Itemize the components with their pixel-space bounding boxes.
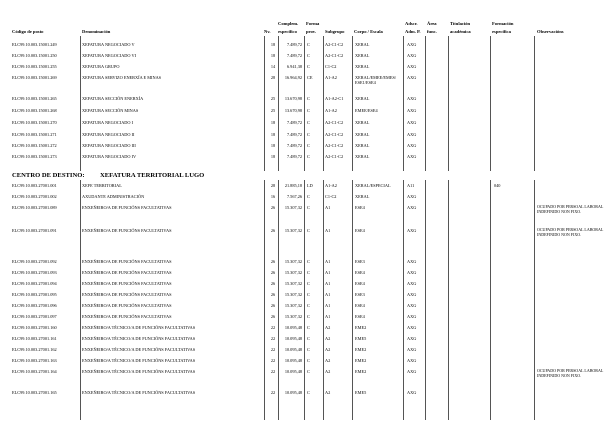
header-area-1: Área	[427, 21, 437, 26]
position-observations: OCUPADO POR PERSOAL LABORAL INDEFINIDO NON FIXO.	[537, 368, 604, 378]
position-code: ELC99.10.003.15001.249	[12, 42, 57, 47]
position-level: 25	[270, 108, 276, 113]
position-adscription: AXG	[407, 96, 417, 101]
header-titulacion-2: académica	[450, 29, 471, 34]
position-subgroup: A2	[325, 347, 331, 352]
position-code: ELC99.10.003.27001.160	[12, 325, 57, 330]
header-forma-1: Forma	[306, 21, 320, 26]
position-complement: 15.307,32	[284, 303, 302, 308]
position-subgroup: A1-A2	[325, 75, 337, 80]
position-denomination: XEFATURA NEGOCIADO I	[82, 120, 134, 125]
position-subgroup: A1	[325, 228, 331, 233]
position-denomination: ENXEÑEIRO/A DE FUNCIÓNS FACULTATIVAS	[82, 303, 172, 308]
position-subgroup: A2-C1-C2	[325, 154, 344, 159]
header-complemento-1: Complem.	[278, 21, 299, 26]
position-corps: ESE3	[355, 292, 365, 297]
header-formacion-2: específica	[492, 29, 511, 34]
position-complement: 10.095,48	[284, 369, 302, 374]
table-row	[0, 358, 615, 367]
position-level: 18	[270, 42, 276, 47]
position-corps: XERAL	[355, 96, 370, 101]
position-provision: C	[307, 281, 310, 286]
header-observacions: Observacións	[537, 29, 564, 34]
position-adscription: AXG	[407, 143, 417, 148]
position-code: ELC99.10.003.15001.272	[12, 143, 57, 148]
position-corps: EMEE/ESE4	[355, 108, 378, 113]
table-row	[0, 369, 615, 378]
position-provision: C	[307, 143, 310, 148]
position-code: ELC99.10.003.15001.255	[12, 64, 57, 69]
position-adscription: AXG	[407, 358, 417, 363]
position-subgroup: A1	[325, 314, 331, 319]
position-subgroup: A2-C1-C2	[325, 132, 344, 137]
position-complement: 10.095,48	[284, 325, 302, 330]
position-provision: C	[307, 108, 310, 113]
position-code: ELC99.10.003.27001.091	[12, 228, 57, 233]
position-observations: OCUPADO POR PERSOAL LABORAL INDEFINIDO NON FIXO.	[537, 204, 604, 214]
header-titulacion-1: Titulación	[450, 21, 471, 26]
position-subgroup: A1-A2-C1	[325, 96, 344, 101]
position-adscription: AXG	[407, 64, 417, 69]
position-complement: 15.307,32	[284, 259, 302, 264]
position-provision: C	[307, 42, 310, 47]
position-level: 22	[270, 325, 276, 330]
position-denomination: ENXEÑEIRO/A DE FUNCIÓNS FACULTATIVAS	[82, 314, 172, 319]
position-level: 25	[270, 96, 276, 101]
position-provision: C	[307, 228, 310, 233]
position-adscription: AXG	[407, 347, 417, 352]
header-area-2: func.	[427, 29, 437, 34]
table-row	[0, 64, 615, 73]
position-level: 18	[270, 53, 276, 58]
position-subgroup: A2-C1-C2	[325, 53, 344, 58]
position-adscription: AXG	[407, 228, 417, 233]
position-training: 040	[494, 183, 501, 188]
position-subgroup: A2	[325, 325, 331, 330]
position-adscription: AXG	[407, 120, 417, 125]
position-corps: ESE4	[355, 228, 365, 233]
position-subgroup: A1	[325, 259, 331, 264]
position-level: 22	[270, 347, 276, 352]
header-nivel: Nv.	[264, 29, 271, 34]
position-subgroup: A2-C1-C2	[325, 120, 344, 125]
position-subgroup: A1	[325, 303, 331, 308]
position-denomination: XEFATURA NEGOCIADO V	[82, 42, 135, 47]
position-level: 26	[270, 259, 276, 264]
position-level: 28	[270, 75, 276, 80]
position-code: ELC99.10.003.27001.164	[12, 369, 57, 374]
table-row	[0, 281, 615, 290]
position-denomination: XEFE TERRITORIAL	[82, 183, 122, 188]
position-level: 22	[270, 369, 276, 374]
position-complement: 7.489,72	[286, 53, 302, 58]
position-subgroup: A2-C1-C2	[325, 143, 344, 148]
table-row	[0, 108, 615, 117]
table-row	[0, 347, 615, 356]
position-complement: 15.307,32	[284, 292, 302, 297]
table-row	[0, 228, 615, 237]
position-subgroup: A1	[325, 270, 331, 275]
position-adscription: AXG	[407, 303, 417, 308]
position-corps: XERAL/ESPECIAL	[355, 183, 391, 188]
position-corps: ESE3	[355, 259, 365, 264]
position-level: 18	[270, 120, 276, 125]
section-name: XEFATURA TERRITORIAL LUGO	[100, 172, 205, 179]
position-provision: C	[307, 270, 310, 275]
position-provision: C	[307, 154, 310, 159]
position-adscription: AXG	[407, 336, 417, 341]
position-denomination: ENXEÑEIRO/A TÉCNICO/A DE FUNCIÓNS FACULTATIVAS	[82, 336, 196, 341]
position-denomination: ENXEÑEIRO/A DE FUNCIÓNS FACULTATIVAS	[82, 281, 172, 286]
position-level: 26	[270, 228, 276, 233]
position-level: 26	[270, 303, 276, 308]
position-complement: 10.095,48	[284, 336, 302, 341]
position-adscription: AXG	[407, 259, 417, 264]
position-code: ELC99.10.003.15001.271	[12, 132, 57, 137]
position-code: ELC99.10.003.27001.163	[12, 358, 57, 363]
table-row	[0, 325, 615, 334]
position-denomination: ENXEÑEIRO/A DE FUNCIÓNS FACULTATIVAS	[82, 228, 172, 233]
position-provision: C	[307, 336, 310, 341]
position-adscription: AXG	[407, 75, 417, 80]
position-subgroup: A1-A2	[325, 108, 337, 113]
position-level: 26	[270, 270, 276, 275]
table-row	[0, 194, 615, 203]
header-formacion-1: Formación	[492, 21, 514, 26]
position-corps: ESE4	[355, 314, 365, 319]
table-row	[0, 143, 615, 152]
position-observations: OCUPADO POR PERSOAL LABORAL INDEFINIDO NON FIXO.	[537, 227, 604, 237]
position-code: ELC99.10.003.15001.265	[12, 96, 57, 101]
position-level: 22	[270, 390, 276, 395]
position-complement: 15.307,32	[284, 314, 302, 319]
position-complement: 10.095,48	[284, 390, 302, 395]
position-provision: C	[307, 314, 310, 319]
position-denomination: XEFATURA SERVIZO ENERXÍA E MINAS	[82, 75, 162, 80]
position-level: 14	[270, 64, 276, 69]
header-complemento-2: específico	[278, 29, 297, 34]
position-complement: 15.307,32	[284, 281, 302, 286]
position-complement: 10.095,48	[284, 347, 302, 352]
position-complement: 13.670,98	[284, 108, 302, 113]
position-denomination: XEFATURA NEGOCIADO II	[82, 132, 135, 137]
table-row	[0, 183, 615, 192]
table-row	[0, 314, 615, 323]
position-provision: C	[307, 259, 310, 264]
position-corps: XERAL	[355, 132, 370, 137]
position-code: ELC99.10.003.15001.269	[12, 75, 57, 80]
position-corps: ESE4	[355, 281, 365, 286]
position-adscription: AXG	[407, 154, 417, 159]
position-complement: 15.307,32	[284, 205, 302, 210]
table-row	[0, 292, 615, 301]
header-codigo: Código de posto	[12, 29, 44, 34]
position-complement: 7.489,72	[286, 42, 302, 47]
table-row	[0, 154, 615, 163]
position-provision: C	[307, 96, 310, 101]
position-subgroup: A1-A2	[325, 183, 337, 188]
table-row	[0, 120, 615, 129]
position-adscription: AXG	[407, 132, 417, 137]
position-code: ELC99.10.003.15001.273	[12, 154, 57, 159]
table-row	[0, 205, 615, 214]
position-corps: XERAL	[355, 64, 370, 69]
header-subgrupo: Subgrupo	[325, 29, 345, 34]
position-adscription: AXG	[407, 205, 417, 210]
position-denomination: XEFATURA SECCIÓN ENERXÍA	[82, 96, 144, 101]
position-subgroup: C1-C2	[325, 194, 337, 199]
position-code: ELC99.10.003.27001.094	[12, 281, 57, 286]
position-adscription: AXG	[407, 314, 417, 319]
position-provision: LD	[307, 183, 313, 188]
position-subgroup: A2-C1-C2	[325, 42, 344, 47]
position-adscription: AXG	[407, 108, 417, 113]
position-denomination: ENXEÑEIRO/A DE FUNCIÓNS FACULTATIVAS	[82, 270, 172, 275]
position-level: 26	[270, 292, 276, 297]
position-adscription: AXG	[407, 194, 417, 199]
position-complement: 16.964,92	[284, 75, 302, 80]
position-corps: EME5	[355, 390, 367, 395]
position-complement: 7.567,26	[286, 194, 302, 199]
position-provision: C	[307, 303, 310, 308]
position-corps: XERAL	[355, 194, 370, 199]
position-complement: 13.670,98	[284, 96, 302, 101]
position-level: 18	[270, 132, 276, 137]
table-row	[0, 303, 615, 312]
header-forma-2: prov.	[306, 29, 316, 34]
position-corps: ESE4	[355, 270, 365, 275]
position-corps: EME2	[355, 369, 367, 374]
position-level: 18	[270, 143, 276, 148]
position-adscription: AXG	[407, 281, 417, 286]
position-subgroup: A2	[325, 358, 331, 363]
position-provision: C	[307, 205, 310, 210]
position-denomination: ENXEÑEIRO/A DE FUNCIÓNS FACULTATIVAS	[82, 205, 172, 210]
table-row	[0, 132, 615, 141]
position-adscription: AXG	[407, 53, 417, 58]
position-adscription: AXG	[407, 369, 417, 374]
table-row	[0, 336, 615, 345]
position-complement: 10.095,48	[284, 358, 302, 363]
position-provision: C	[307, 132, 310, 137]
position-provision: CE	[307, 75, 313, 80]
position-provision: C	[307, 369, 310, 374]
position-code: ELC99.10.003.27001.002	[12, 194, 57, 199]
position-level: 26	[270, 281, 276, 286]
position-complement: 15.307,32	[284, 270, 302, 275]
position-adscription: AXG	[407, 325, 417, 330]
position-code: ELC99.10.003.15001.268	[12, 108, 57, 113]
position-complement: 7.489,72	[286, 154, 302, 159]
header-adscricion-2: Adm. P.	[405, 29, 421, 34]
position-code: ELC99.10.003.27001.097	[12, 314, 57, 319]
position-code: ELC99.10.003.27001.165	[12, 390, 57, 395]
position-code: ELC99.10.003.27001.096	[12, 303, 57, 308]
position-provision: C	[307, 64, 310, 69]
position-corps: XERAL	[355, 154, 370, 159]
position-denomination: AXUDANTE ADMINISTRACIÓN	[82, 194, 145, 199]
position-subgroup: A1	[325, 205, 331, 210]
table-row	[0, 96, 615, 105]
position-code: ELC99.10.003.27001.095	[12, 292, 57, 297]
position-code: ELC99.10.003.15001.270	[12, 120, 57, 125]
position-code: ELC99.10.003.27001.092	[12, 259, 57, 264]
position-corps: XERAL	[355, 53, 370, 58]
position-complement: 7.489,72	[286, 120, 302, 125]
position-denomination: ENXEÑEIRO/A TÉCNICO/A DE FUNCIÓNS FACULTATIVAS	[82, 347, 196, 352]
position-complement: 21.885,18	[284, 183, 302, 188]
position-corps: EME2	[355, 325, 367, 330]
position-denomination: ENXEÑEIRO/A TÉCNICO/A DE FUNCIÓNS FACULTATIVAS	[82, 325, 196, 330]
position-subgroup: A1	[325, 292, 331, 297]
position-denomination: ENXEÑEIRO/A DE FUNCIÓNS FACULTATIVAS	[82, 259, 172, 264]
section-centro-destino	[12, 172, 205, 179]
position-provision: C	[307, 358, 310, 363]
position-corps: XERAL	[355, 143, 370, 148]
position-subgroup: A2	[325, 390, 331, 395]
position-corps: XERAL/EMEE/EMES/ ESE1/ESE4	[355, 75, 397, 85]
position-provision: C	[307, 390, 310, 395]
position-denomination: ENXEÑEIRO/A TÉCNICO/A DE FUNCIÓNS FACULTATIVAS	[82, 369, 196, 374]
header-corpo: Corpo / Escala	[354, 29, 383, 34]
position-subgroup: A2	[325, 336, 331, 341]
position-provision: C	[307, 325, 310, 330]
position-level: 26	[270, 314, 276, 319]
position-level: 22	[270, 336, 276, 341]
position-denomination: ENXEÑEIRO/A TÉCNICO/A DE FUNCIÓNS FACULTATIVAS	[82, 390, 196, 395]
position-code: ELC99.10.003.27001.001	[12, 183, 57, 188]
position-corps: EME2	[355, 347, 367, 352]
position-level: 28	[270, 183, 276, 188]
position-complement: 7.489,72	[286, 143, 302, 148]
position-level: 18	[270, 154, 276, 159]
position-adscription: AXG	[407, 292, 417, 297]
position-adscription: AXG	[407, 270, 417, 275]
table-row	[0, 259, 615, 268]
position-denomination: XEFATURA NEGOCIADO VI	[82, 53, 137, 58]
table-row	[0, 53, 615, 62]
position-denomination: XEFATURA GRUPO	[82, 64, 120, 69]
position-adscription: AXG	[407, 42, 417, 47]
position-corps: ESE4	[355, 303, 365, 308]
position-subgroup: A2	[325, 369, 331, 374]
position-code: ELC99.10.003.15001.250	[12, 53, 57, 58]
position-denomination: XEFATURA SECCIÓN MINAS	[82, 108, 139, 113]
position-denomination: XEFATURA NEGOCIADO IV	[82, 154, 137, 159]
position-denomination: ENXEÑEIRO/A DE FUNCIÓNS FACULTATIVAS	[82, 292, 172, 297]
table-row	[0, 42, 615, 51]
position-corps: ESE4	[355, 205, 365, 210]
position-subgroup: C1-C2	[325, 64, 337, 69]
position-complement: 15.307,32	[284, 228, 302, 233]
position-complement: 7.489,72	[286, 132, 302, 137]
position-provision: C	[307, 120, 310, 125]
position-corps: EME5	[355, 336, 367, 341]
position-adscription: AXG	[407, 390, 417, 395]
position-level: 22	[270, 358, 276, 363]
section-label: CENTRO DE DESTINO:	[12, 172, 85, 179]
table-row	[0, 75, 615, 84]
header-adscricion-1: Adscr.	[405, 21, 418, 26]
position-adscription: A11	[407, 183, 415, 188]
position-provision: C	[307, 194, 310, 199]
position-denomination: ENXEÑEIRO/A TÉCNICO/A DE FUNCIÓNS FACULTATIVAS	[82, 358, 196, 363]
position-corps: XERAL	[355, 42, 370, 47]
position-provision: C	[307, 53, 310, 58]
position-level: 16	[270, 194, 276, 199]
position-provision: C	[307, 292, 310, 297]
position-subgroup: A1	[325, 281, 331, 286]
position-code: ELC99.10.003.27001.162	[12, 347, 57, 352]
position-code: ELC99.10.003.27001.089	[12, 205, 57, 210]
position-level: 26	[270, 205, 276, 210]
position-code: ELC99.10.003.27001.093	[12, 270, 57, 275]
position-corps: EME2	[355, 358, 367, 363]
table-row	[0, 390, 615, 399]
position-corps: XERAL	[355, 120, 370, 125]
position-complement: 6.941,38	[286, 64, 302, 69]
table-row	[0, 270, 615, 279]
header-denominacion: Denominación	[82, 29, 111, 34]
position-denomination: XEFATURA NEGOCIADO III	[82, 143, 136, 148]
position-provision: C	[307, 347, 310, 352]
position-code: ELC99.10.003.27001.161	[12, 336, 57, 341]
